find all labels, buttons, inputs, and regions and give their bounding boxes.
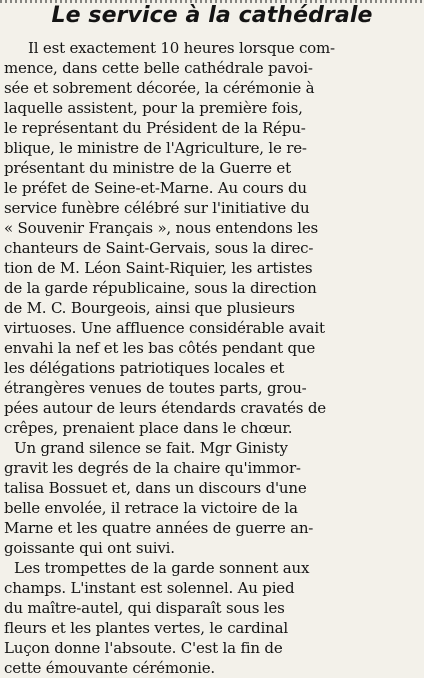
body-line: chanteurs de Saint-Gervais, sous la direc- (4, 239, 314, 257)
body-line: de M. C. Bourgeois, ainsi que plusieurs (4, 299, 295, 317)
body-line: belle envolée, il retrace la victoire de la (4, 499, 298, 517)
body-line: envahi la nef et les bas côtés pendant que (4, 339, 316, 357)
body-line: présentant du ministre de la Guerre et (4, 159, 291, 177)
body-line: Il est exactement 10 heures lorsque com- (28, 39, 335, 57)
body-line: du maître-autel, qui disparaît sous les (4, 599, 285, 617)
body-line: mence, dans cette belle cathédrale pavoi- (4, 59, 313, 77)
body-line: sée et sobrement décorée, la cérémonie à (4, 79, 315, 97)
body-line: gravit les degrés de la chaire qu'immor- (4, 459, 301, 477)
body-line: Les trompettes de la garde sonnent aux (14, 559, 310, 577)
body-line: le préfet de Seine-et-Marne. Au cours du (4, 179, 307, 197)
body-line: tion de M. Léon Saint-Riquier, les artistes (4, 259, 313, 277)
body-line: les délégations patriotiques locales et (4, 359, 285, 377)
body-line: pées autour de leurs étendards cravatés de (4, 399, 326, 417)
body-line: crêpes, prenaient place dans le chœur. (4, 419, 293, 437)
body-line: talisa Bossuet et, dans un discours d'une (4, 479, 307, 497)
body-line: laquelle assistent, pour la première fois, (4, 99, 303, 117)
body-line: cette émouvante cérémonie. (4, 659, 216, 677)
body-line: Luçon donne l'absoute. C'est la fin de (4, 639, 283, 657)
article-body (0, 38, 424, 677)
body-line: « Souvenir Français », nous entendons les (4, 219, 319, 237)
body-line: blique, le ministre de l'Agriculture, le re- (4, 139, 307, 157)
body-line: de la garde républicaine, sous la direction (4, 279, 317, 297)
body-line: virtuoses. Une affluence considérable avait (4, 319, 325, 337)
body-line: le représentant du Président de la Répu- (4, 119, 306, 137)
body-line: Un grand silence se fait. Mgr Ginisty (14, 439, 288, 457)
body-line: service funèbre célébré sur l'initiative du (4, 199, 310, 217)
body-line: fleurs et les plantes vertes, le cardinal (4, 619, 288, 637)
body-line: goissante qui ont suivi. (4, 539, 175, 557)
body-line: Marne et les quatre années de guerre an- (4, 519, 314, 537)
body-line: étrangères venues de toutes parts, grou- (4, 379, 307, 397)
body-line: champs. L'instant est solennel. Au pied (4, 579, 295, 597)
article-title: Le service à la cathédrale (51, 3, 373, 28)
